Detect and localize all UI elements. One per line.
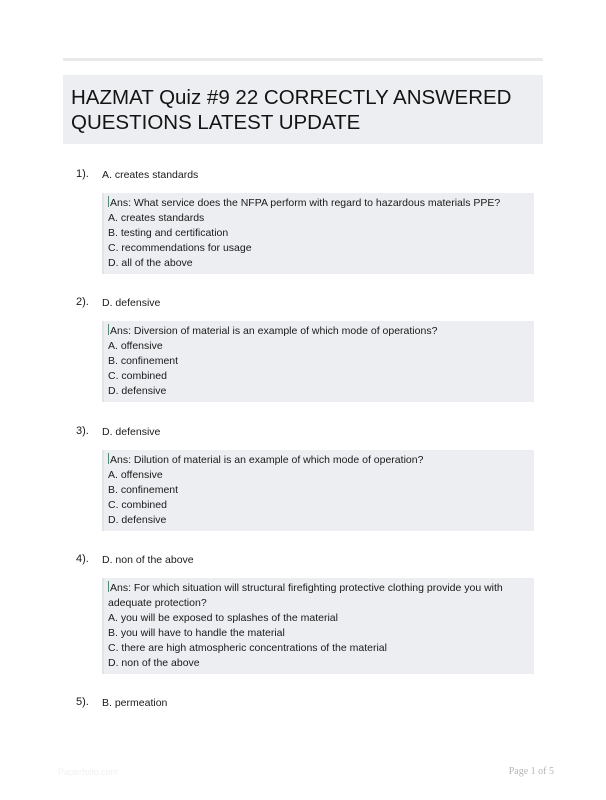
- option-a: A. offensive: [108, 340, 163, 352]
- highlight-marker: [108, 581, 109, 592]
- option-d: D. non of the above: [108, 657, 200, 669]
- question-detail-box: [102, 321, 534, 402]
- highlight-marker: [108, 324, 109, 335]
- footer-watermark: Paperfolio.com: [58, 767, 119, 777]
- top-divider: [63, 58, 543, 61]
- question-prompt: Ans: What service does the NFPA perform with regard to hazardous materials PPE?: [110, 197, 501, 209]
- question-number: 5).: [76, 696, 89, 708]
- question-answer: B. permeation: [102, 697, 168, 709]
- question-detail-box: [102, 450, 534, 531]
- question-number: 3).: [76, 425, 89, 437]
- page-title: HAZMAT Quiz #9 22 CORRECTLY ANSWERED QUESTIONS LATEST UPDATE: [71, 86, 512, 134]
- option-a: A. offensive: [108, 469, 163, 481]
- highlight-marker: [108, 453, 109, 464]
- question-answer: A. creates standards: [102, 169, 199, 181]
- question-number: 2).: [76, 296, 89, 308]
- option-d: D. defensive: [108, 514, 167, 526]
- question-prompt: Ans: For which situation will structural firefighting protective clothing provide you with adequate protection?: [108, 582, 503, 609]
- option-c: C. there are high atmospheric concentrations of the material: [108, 642, 387, 654]
- page-indicator: Page 1 of 5: [508, 766, 554, 777]
- option-c: C. recommendations for usage: [108, 242, 252, 254]
- option-a: A. creates standards: [108, 212, 205, 224]
- option-d: D. all of the above: [108, 257, 193, 269]
- option-d: D. defensive: [108, 385, 167, 397]
- question-number: 1).: [76, 168, 89, 180]
- option-c: C. combined: [108, 370, 167, 382]
- question-answer: D. non of the above: [102, 554, 194, 566]
- option-b: B. testing and certification: [108, 227, 229, 239]
- option-b: B. confinement: [108, 484, 179, 496]
- question-answer: D. defensive: [102, 297, 161, 309]
- option-b: B. you will have to handle the material: [108, 627, 285, 639]
- question-answer: D. defensive: [102, 426, 161, 438]
- question-detail-box: [102, 578, 534, 674]
- title-banner: [63, 75, 543, 144]
- option-c: C. combined: [108, 499, 167, 511]
- question-detail-box: [102, 193, 534, 274]
- question-prompt: Ans: Dilution of material is an example of which mode of operation?: [110, 454, 424, 466]
- option-b: B. confinement: [108, 355, 179, 367]
- question-number: 4).: [76, 553, 89, 565]
- question-prompt: Ans: Diversion of material is an example of which mode of operations?: [110, 325, 438, 337]
- option-a: A. you will be exposed to splashes of the material: [108, 612, 338, 624]
- highlight-marker: [108, 196, 109, 207]
